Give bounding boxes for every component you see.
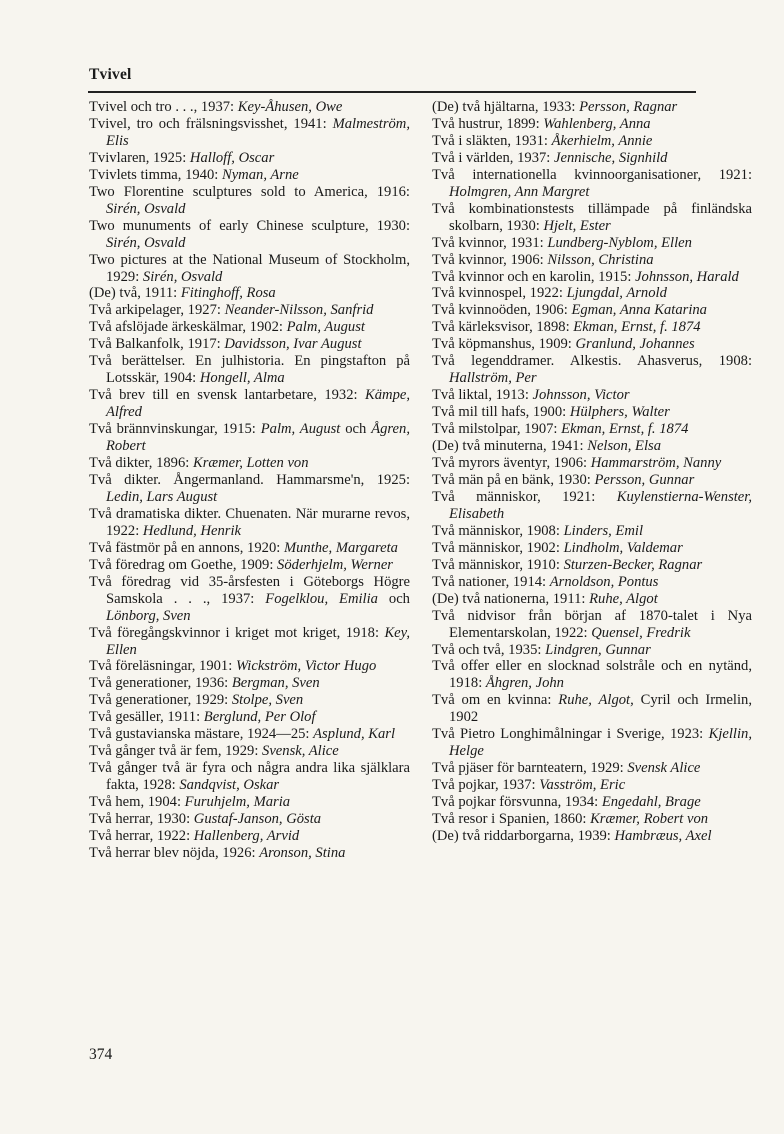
entry-title-continued: Cyril och Irmelin, 1902 [449, 692, 752, 726]
index-entry [89, 455, 410, 472]
entry-title: Två dikter, 1896: [89, 455, 193, 472]
entry-title: Två legenddramer. Alkestis. Ahasverus, 1908: [432, 353, 752, 370]
entry-title: Två herrar blev nöjda, 1926: [89, 844, 260, 861]
entry-author: Jennische, Signhild [554, 149, 668, 166]
entry-title: Två hem, 1904: [89, 794, 185, 811]
index-entry [89, 472, 410, 506]
right-column [432, 99, 752, 845]
entry-title: Två pjäser för barnteatern, 1929: [432, 760, 628, 777]
entry-author: Ledin, Lars August [106, 488, 218, 505]
index-entry [432, 811, 752, 828]
entry-title: Två afslöjade ärkeskälmar, 1902: [89, 319, 287, 336]
entry-author: Kämpe, Alfred [106, 387, 410, 421]
entry-author: Kuylenstierna-Wenster, Elisabeth [449, 488, 752, 522]
index-entry [432, 438, 752, 455]
entry-author: Stolpe, Sven [231, 692, 304, 709]
entry-title: Två myrors äventyr, 1906: [432, 455, 591, 472]
entry-title: Två föregångskvinnor i kriget mot kriget, 1918: [89, 624, 385, 641]
entry-title: (De) två nationerna, 1911: [432, 590, 590, 607]
index-entry [89, 794, 410, 811]
index-entry [89, 506, 410, 540]
entry-author: Hedlund, Henrik [142, 522, 241, 539]
entry-author: Palm, August [286, 319, 365, 336]
entry-author: Key-Åhusen, Owe [237, 99, 343, 115]
index-entry [432, 285, 752, 302]
entry-author: Arnoldson, Pontus [549, 573, 659, 590]
entry-author: Key, Ellen [106, 624, 410, 658]
entry-author: Sturzen-Becker, Ragnar [563, 556, 703, 573]
entry-author: Ekman, Ernst, f. 1874 [561, 421, 689, 438]
entry-title: Två generationer, 1936: [89, 675, 232, 692]
entry-author: Munthe, Margareta [283, 539, 398, 556]
index-entry [89, 658, 410, 675]
entry-title: Två föredrag om Goethe, 1909: [89, 556, 278, 573]
entry-title: Två kvinnoöden, 1906: [432, 302, 572, 319]
entry-author: Ruhe, Algot [589, 590, 658, 607]
index-entry [89, 319, 410, 336]
entry-title: Två människor, 1908: [432, 522, 564, 539]
index-entry [432, 116, 752, 133]
entry-author: Persson, Ragnar [579, 99, 678, 115]
entry-title: Två generationer, 1929: [89, 692, 232, 709]
entry-author: Asplund, Karl [313, 726, 396, 743]
index-entry [432, 336, 752, 353]
index-entry [432, 404, 752, 421]
entry-title-continued: och [340, 421, 372, 438]
index-entry [89, 285, 410, 302]
entry-author: Hallenberg, Arvid [193, 827, 300, 844]
entry-author: Wickström, Victor Hugo [235, 658, 377, 675]
entry-author: Gustaf-Janson, Gösta [193, 811, 322, 828]
entry-title: Två Pietro Longhimålningar i Sverige, 1923: [432, 726, 709, 743]
index-entry [432, 319, 752, 336]
entry-author: Persson, Gunnar [594, 471, 695, 488]
index-entry [432, 269, 752, 286]
entry-title: (De) två, 1911: [89, 285, 181, 302]
entry-author: Hülphers, Walter [569, 404, 670, 421]
entry-author: Fitinghoff, Rosa [180, 285, 276, 302]
index-entry [89, 353, 410, 387]
entry-title: Två brännvinskungar, 1915: [89, 421, 261, 438]
index-entry [89, 387, 410, 421]
entry-title: Två pojkar försvunna, 1934: [432, 794, 602, 811]
entry-author: Sirén, Osvald [142, 268, 223, 285]
entry-title: (De) två hjältarna, 1933: [432, 99, 580, 115]
entry-title: Två nationer, 1914: [432, 573, 550, 590]
index-entry [432, 726, 752, 760]
entry-author: Lindgren, Gunnar [545, 641, 651, 658]
header-rule [88, 91, 696, 93]
entry-author: Aronson, Stina [259, 844, 346, 861]
entry-title-continued: och [377, 590, 410, 607]
entry-author: Sandqvist, Oskar [179, 777, 280, 794]
entry-author: Berglund, Per Olof [203, 709, 316, 726]
entry-title: Två berättelser. En julhistoria. En pingstafton på Lotsskär, 1904: [89, 353, 410, 387]
page-number: 374 [89, 1046, 113, 1063]
entry-title: Två köpmanshus, 1909: [432, 336, 576, 353]
entry-title: Två människor, 1921: [432, 488, 617, 505]
index-entry [89, 625, 410, 659]
entry-title: Two Florentine sculptures sold to America, 1916: [89, 183, 410, 200]
entry-author: Engedahl, Brage [601, 794, 701, 811]
index-entry [432, 167, 752, 201]
entry-author: Kræmer, Lotten von [192, 455, 309, 472]
entry-title: Två kvinnor, 1931: [432, 234, 548, 251]
entry-author: Hongell, Alma [199, 370, 285, 387]
entry-author: Kjellin, Helge [449, 726, 752, 760]
entry-author: Linders, Emil [563, 522, 644, 539]
entry-title: Två resor i Spanien, 1860: [432, 811, 591, 828]
left-column [89, 99, 410, 862]
entry-title: Två liktal, 1913: [432, 387, 533, 404]
entry-author: Ekman, Ernst, f. 1874 [573, 319, 701, 336]
entry-title: Två gustavianska mästare, 1924—25: [89, 726, 314, 743]
index-entry [432, 235, 752, 252]
entry-author: Ruhe, Algot, [558, 692, 634, 709]
entry-author: Wahlenberg, Anna [543, 115, 651, 132]
index-entry [89, 811, 410, 828]
entry-title: Två gesäller, 1911: [89, 709, 204, 726]
entry-author: Lindholm, Valdemar [563, 539, 683, 556]
entry-author: Kræmer, Robert von [590, 811, 709, 828]
index-entry [89, 726, 410, 743]
entry-title: Två kvinnor, 1906: [432, 251, 548, 268]
index-entry [432, 133, 752, 150]
entry-title: Två herrar, 1922: [89, 827, 194, 844]
entry-author: Vasström, Eric [539, 777, 626, 794]
entry-author: Palm, August [260, 421, 341, 438]
entry-title: Två människor, 1902: [432, 539, 564, 556]
entry-author: Hambræus, Axel [614, 827, 712, 844]
entry-title: Två nidvisor från början af 1870-talet i Nya Elementarskolan, 1922: [432, 607, 752, 641]
entry-author: Nelson, Elsa [587, 438, 661, 455]
index-entry [432, 387, 752, 404]
entry-author: Neander-Nilsson, Sanfrid [224, 302, 374, 319]
index-entry [89, 692, 410, 709]
index-entry [432, 489, 752, 523]
entry-title: Två dikter. Ångermanland. Hammarsme'n, 1925: [89, 471, 410, 488]
entry-author: Åkerhielm, Annie [551, 132, 653, 149]
entry-title: Två gånger två är fem, 1929: [89, 743, 263, 760]
entry-author: Svensk Alice [627, 760, 701, 777]
entry-title: Två mil till hafs, 1900: [432, 404, 570, 421]
entry-title: Två föredrag vid 35-årsfesten i Göteborgs Högre Samskola . . ., 1937: [89, 573, 410, 607]
entry-author: Halloff, Oscar [189, 149, 275, 166]
entry-title: Två kvinnor och en karolin, 1915: [432, 268, 636, 285]
entry-author: Furuhjelm, Maria [184, 794, 291, 811]
index-entry [432, 201, 752, 235]
index-entry [89, 540, 410, 557]
index-entry [432, 642, 752, 659]
entry-author: Nyman, Arne [221, 166, 299, 183]
running-head: Tvivel [89, 66, 132, 83]
index-entry [89, 709, 410, 726]
index-entry [432, 99, 752, 116]
entry-author: Hjelt, Ester [543, 217, 611, 234]
index-entry [432, 252, 752, 269]
entry-title: Två pojkar, 1937: [432, 777, 540, 794]
entry-title: Två brev till en svensk lantarbetare, 1932: [89, 387, 365, 404]
index-entry [432, 523, 752, 540]
entry-author-secondary: Lönborg, Sven [106, 607, 191, 624]
entry-title: Two pictures at the National Museum of Stockholm, 1929: [89, 251, 410, 285]
entry-title: Tvivlets timma, 1940: [89, 166, 222, 183]
entry-title: Två människor, 1910: [432, 556, 564, 573]
entry-title: Two munuments of early Chinese sculpture, 1930: [89, 217, 410, 234]
entry-title: Två i världen, 1937: [432, 149, 554, 166]
index-entry [89, 150, 410, 167]
entry-title: Två kombinationstests tillämpade på finländska skolbarn, 1930: [432, 200, 752, 234]
entry-author: Fogelklou, Emilia [265, 590, 378, 607]
entry-author: Hallström, Per [449, 370, 537, 387]
index-entry [432, 591, 752, 608]
entry-title: Två Balkanfolk, 1917: [89, 336, 225, 353]
entry-author: Hammarström, Nanny [590, 455, 722, 472]
entry-author: Sirén, Osvald [106, 234, 186, 251]
entry-title: (De) två minuterna, 1941: [432, 438, 588, 455]
entry-title: Två dramatiska dikter. Chuenaten. När murarne revos, 1922: [89, 505, 410, 539]
index-entry [432, 760, 752, 777]
index-entry [432, 302, 752, 319]
index-entry [89, 828, 410, 845]
entry-author: Sirén, Osvald [106, 200, 186, 217]
index-entry [89, 421, 410, 455]
entry-title: Två hustrur, 1899: [432, 115, 544, 132]
entry-author: Johnsson, Harald [635, 268, 739, 285]
entry-title: Två om en kvinna: [432, 692, 559, 709]
index-entry [432, 540, 752, 557]
entry-title: Två fästmör på en annons, 1920: [89, 539, 284, 556]
index-entry [432, 150, 752, 167]
index-entry [89, 743, 410, 760]
index-entry [432, 777, 752, 794]
entry-title: Tvivlaren, 1925: [89, 149, 190, 166]
index-entry [89, 675, 410, 692]
index-entry [89, 184, 410, 218]
index-entry [89, 760, 410, 794]
entry-title: Tvivel och tro . . ., 1937: [89, 99, 238, 115]
index-entry [89, 302, 410, 319]
entry-title: Två internationella kvinnoorganisationer, 1921: [432, 166, 752, 183]
entry-author: Bergman, Sven [231, 675, 320, 692]
index-entry [432, 353, 752, 387]
entry-title: (De) två riddarborgarna, 1939: [432, 827, 615, 844]
entry-author-secondary: Ågren, Robert [106, 421, 410, 455]
index-entry [89, 252, 410, 286]
entry-author: Söderhjelm, Werner [277, 556, 393, 573]
index-entry [432, 828, 752, 845]
entry-title: Två gånger två är fyra och några andra lika själklara fakta, 1928: [89, 760, 410, 794]
entry-author: Malmeström, Elis [106, 115, 410, 149]
entry-title: Två milstolpar, 1907: [432, 421, 562, 438]
entry-author: Nilsson, Christina [547, 251, 654, 268]
entry-title: Två offer eller en slocknad solstråle och en nytänd, 1918: [432, 658, 752, 692]
entry-author: Davidsson, Ivar August [224, 336, 362, 353]
index-entry [432, 658, 752, 692]
index-entry [89, 99, 410, 116]
index-entry [89, 167, 410, 184]
entry-author: Egman, Anna Katarina [571, 302, 707, 319]
index-entry [432, 574, 752, 591]
index-entry [432, 472, 752, 489]
index-entry [432, 421, 752, 438]
entry-author: Granlund, Johannes [575, 336, 695, 353]
entry-title: Tvivel, tro och frälsningsvisshet, 1941: [89, 115, 333, 132]
entry-title: Två föreläsningar, 1901: [89, 658, 236, 675]
entry-title: Två män på en bänk, 1930: [432, 471, 595, 488]
entry-author: Svensk, Alice [262, 743, 339, 760]
entry-author: Lundberg-Nyblom, Ellen [547, 234, 692, 251]
entry-title: Två och två, 1935: [432, 641, 546, 658]
entry-title: Två i släkten, 1931: [432, 132, 552, 149]
index-entry [89, 557, 410, 574]
index-entry [89, 218, 410, 252]
entry-title: Två arkipelager, 1927: [89, 302, 225, 319]
entry-author: Quensel, Fredrik [591, 624, 691, 641]
index-entry [89, 845, 410, 862]
entry-title: Två kärleksvisor, 1898: [432, 319, 574, 336]
index-entry [89, 574, 410, 625]
index-entry [89, 336, 410, 353]
index-entry [432, 794, 752, 811]
entry-author: Ljungdal, Arnold [566, 285, 667, 302]
entry-title: Två kvinnospel, 1922: [432, 285, 567, 302]
index-entry [432, 692, 752, 726]
index-entry [432, 455, 752, 472]
index-entry [89, 116, 410, 150]
entry-title: Två herrar, 1930: [89, 811, 194, 828]
entry-author: Holmgren, Ann Margret [449, 183, 590, 200]
index-entry [432, 557, 752, 574]
index-entry [432, 608, 752, 642]
entry-author: Johnsson, Victor [532, 387, 630, 404]
entry-author: Åhgren, John [485, 675, 564, 692]
